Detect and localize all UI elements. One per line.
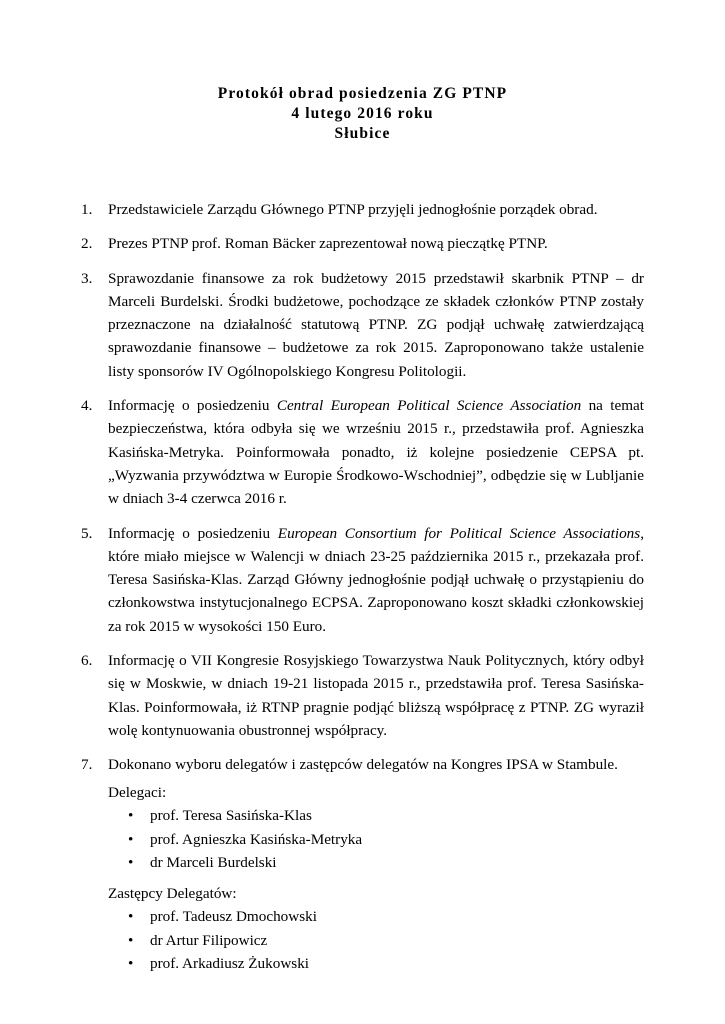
delegate-name: prof. Teresa Sasińska-Klas xyxy=(150,807,312,825)
substitutes-list xyxy=(128,905,644,976)
document-location: Słubice xyxy=(334,125,391,142)
item-text: Informację o VII Kongresie Rosyjskiego Towarzystwa Nauk Politycznych, który odbył się w Moskwie, w dniach 19-21 listopada 2015 r., przedstawiła prof. Teresa Sasińska-Klas. Poinformowała, iż RTNP pragnie podjąć bliższą współpracę z PTNP. ZG wyraził wolę kontynuowania obustronnej współpracy. xyxy=(108,652,644,739)
bullet-icon: • xyxy=(128,807,134,825)
list-item xyxy=(81,232,644,255)
item-number: 4. xyxy=(81,397,93,415)
delegate-item xyxy=(128,851,644,875)
delegate-item xyxy=(128,804,644,828)
item-text: Przedstawiciele Zarządu Głównego PTNP przyjęli jednogłośnie porządek obrad. xyxy=(108,201,598,218)
substitute-item xyxy=(128,952,644,976)
item-text: Prezes PTNP prof. Roman Bäcker zaprezentował nową pieczątkę PTNP. xyxy=(108,235,548,253)
item-text-end: na temat bezpieczeństwa, która odbyła się we wrześniu 2015 r., przedstawiła prof. Agnieszka Kasińska-Metryka. Poinformowała ponadto, iż kolejne posiedzenie CEPSA pt. „Wyzwania przywództwa w Europie Środkowo-Wschodniej”, odbędzie się w Lubljanie w dniach 3-4 czerwca 2016 r. xyxy=(108,397,645,508)
list-item xyxy=(81,267,644,383)
delegate-name: prof. Agnieszka Kasińska-Metryka xyxy=(150,830,363,848)
bullet-icon: • xyxy=(128,908,134,926)
list-item xyxy=(81,649,644,742)
item-number: 7. xyxy=(81,756,93,774)
item-text-end: , które miało miejsce w Walencji w dniach 23-25 października 2015 r., przekazała prof. Teresa Sasińska-Klas. Zarząd Główny jednogłośnie podjął uchwałę o przystąpieniu do członkowstwa instytucjonalnego ECPSA. Zaproponowano koszt składki członkowskiej za rok 2015 w wysokości 150 Euro. xyxy=(108,524,644,635)
item-number: 6. xyxy=(81,652,93,670)
document-date: 4 lutego 2016 roku xyxy=(291,105,434,122)
delegate-item xyxy=(128,828,644,852)
delegate-name: dr Marceli Burdelski xyxy=(150,854,277,872)
substitute-name: prof. Arkadiusz Żukowski xyxy=(150,955,310,973)
bullet-icon: • xyxy=(128,830,134,848)
substitute-name: prof. Tadeusz Dmochowski xyxy=(150,908,317,926)
organization-name: Central European Political Science Association xyxy=(276,397,582,415)
substitutes-label: Zastępcy Delegatów: xyxy=(108,884,237,902)
document-title: Protokół obrad posiedzenia ZG PTNP xyxy=(217,85,508,102)
list-item xyxy=(81,522,644,638)
bullet-icon: • xyxy=(128,931,134,949)
item-text: Dokonano wyboru delegatów i zastępców delegatów na Kongres IPSA w Stambule. xyxy=(108,756,618,774)
item-number: 1. xyxy=(81,201,93,218)
item-number: 5. xyxy=(81,524,93,542)
delegates-list xyxy=(128,804,644,875)
document-header xyxy=(0,84,725,144)
substitute-name: dr Artur Filipowicz xyxy=(150,931,268,949)
substitute-item xyxy=(128,929,644,953)
item-text xyxy=(108,394,644,510)
list-item xyxy=(81,198,644,221)
item-text-start: Informację o posiedzeniu xyxy=(108,397,277,415)
bullet-icon: • xyxy=(128,854,134,872)
item-number: 3. xyxy=(81,269,93,287)
delegates-label: Delegaci: xyxy=(108,783,167,801)
item-text xyxy=(108,522,644,638)
list-item xyxy=(81,394,644,510)
minutes-list xyxy=(81,198,644,976)
item-text: Sprawozdanie finansowe za rok budżetowy 2015 przedstawił skarbnik PTNP – dr Marceli Burdelski. Środki budżetowe, pochodzące ze składek członków PTNP zostały przeznaczone na działalność statutową PTNP. ZG podjął uchwałę zatwierdzającą sprawozdanie finansowe – budżetowe za rok 2015. Zaproponowano także ustalenie listy sponsorów IV Ogólnopolskiego Kongresu Politologii. xyxy=(108,269,644,380)
organization-name: European Consortium for Political Science Associations xyxy=(277,524,641,542)
bullet-icon: • xyxy=(128,955,134,973)
item-number: 2. xyxy=(81,235,93,253)
substitute-item xyxy=(128,905,644,929)
list-item xyxy=(81,753,644,776)
delegates-section xyxy=(81,781,644,976)
item-text-start: Informację o posiedzeniu xyxy=(108,524,278,542)
